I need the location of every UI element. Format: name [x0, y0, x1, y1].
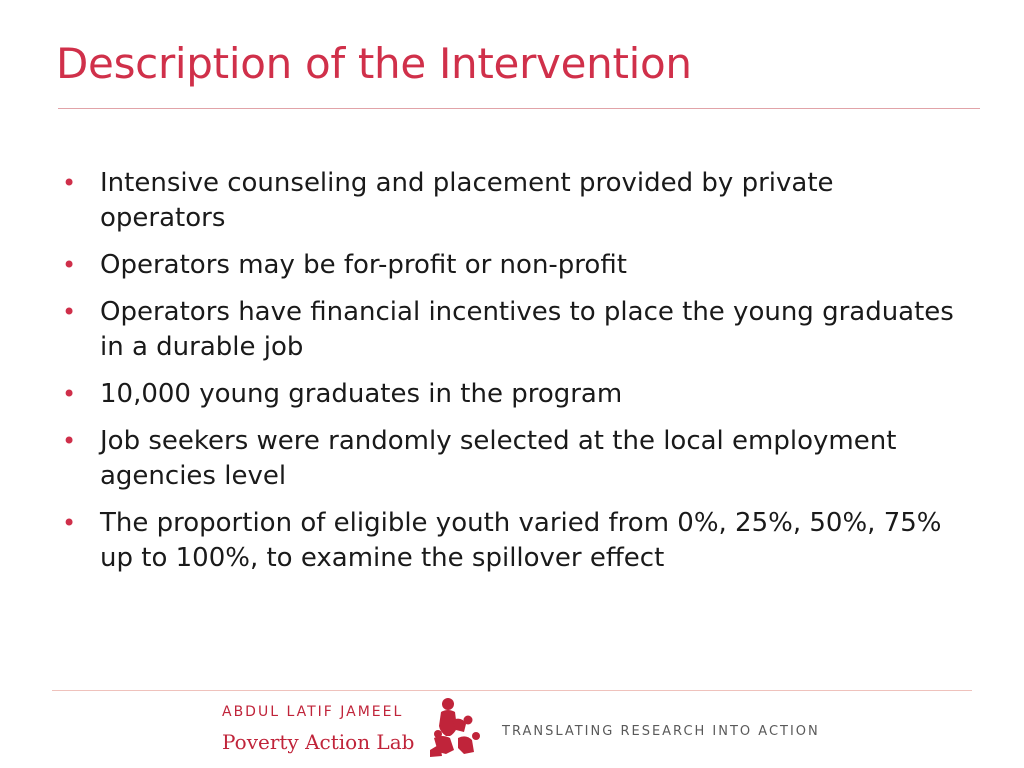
bullet-item: [62, 295, 962, 365]
bullet-item: [62, 166, 962, 236]
title-divider: [58, 108, 980, 109]
bullet-text: 10,000 young graduates in the program: [100, 379, 623, 409]
bullet-icon: •: [62, 427, 77, 455]
footer: [0, 690, 1024, 768]
footer-tagline: TRANSLATING RESEARCH INTO ACTION: [502, 724, 820, 739]
family-figures-logo-icon: [424, 694, 490, 760]
bullet-text: The proportion of eligible youth varied from 0%, 25%, 50%, 75% up to 100%, to examine the spillover effect: [100, 508, 942, 573]
bullet-item: [62, 424, 962, 494]
bullet-icon: •: [62, 251, 77, 279]
bullet-text: Intensive counseling and placement provided by private operators: [100, 168, 834, 233]
brand-name-line1: ABDUL LATIF JAMEEL: [222, 704, 404, 720]
bullet-text: Job seekers were randomly selected at the local employment agencies level: [100, 426, 897, 491]
bullet-text: Operators may be for-profit or non-profit: [100, 250, 627, 280]
bullet-icon: •: [62, 298, 77, 326]
bullet-item: [62, 377, 962, 412]
bullet-text: Operators have financial incentives to place the young graduates in a durable job: [100, 297, 954, 362]
bullet-icon: •: [62, 509, 77, 537]
bullet-icon: •: [62, 169, 77, 197]
bullet-list: [62, 166, 962, 588]
bullet-icon: •: [62, 380, 77, 408]
bullet-item: [62, 248, 962, 283]
brand-name-line2: Poverty Action Lab: [222, 730, 415, 754]
slide-title: Description of the Intervention: [56, 39, 692, 88]
bullet-item: [62, 506, 962, 576]
